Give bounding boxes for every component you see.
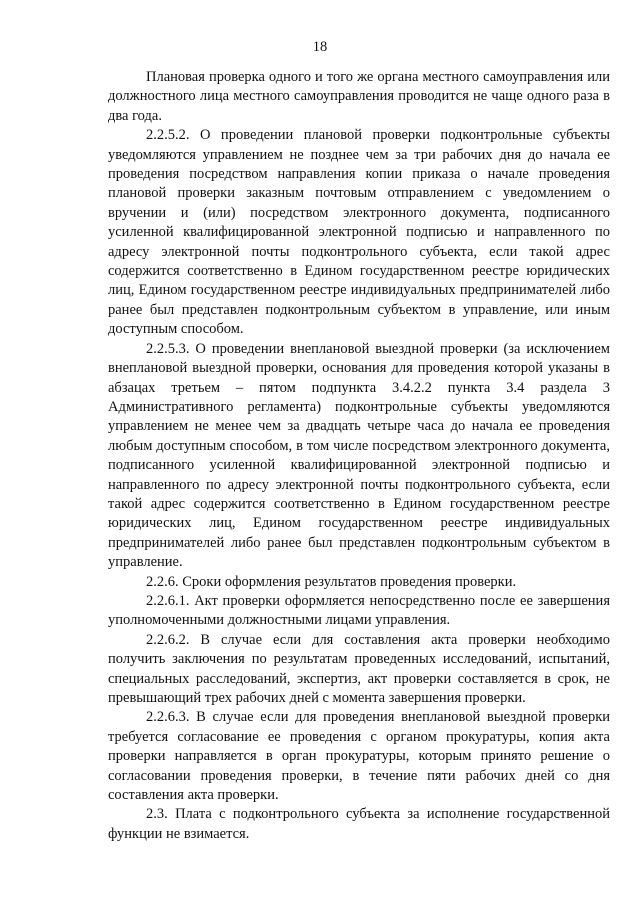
paragraph-inspection-frequency: Плановая проверка одного и того же органа местного самоуправления или должностного лица местного самоуправления проводится не чаще одного раза в два года. — [108, 69, 610, 124]
document-body — [108, 68, 610, 844]
paragraph-2-2-6: 2.2.6. Сроки оформления результатов проведения проверки. — [146, 573, 517, 590]
paragraph-2-2-6-2: 2.2.6.2. В случае если для составления акта проверки необходимо получить заключения по результатам проведенных исследований, испытаний, специальных расследований, экспертиз, акт проверки составляется в срок, не превышающий трех рабочих дней с момента завершения проверки. — [108, 631, 610, 706]
paragraph-2-2-6-1: 2.2.6.1. Акт проверки оформляется непосредственно после ее завершения уполномоченными должностными лицами управления. — [108, 592, 610, 629]
paragraph-2-2-5-3: 2.2.5.3. О проведении внеплановой выездной проверки (за исключением внеплановой выездной проверки, основания для проведения которой указаны в абзацах третьем – пятом подпункта 3.4.2.2 пункта 3.4 раздела 3 Административного регламента) подконтрольные субъекты уведомляются управлением не менее чем за двадцать четыре часа до начала ее проведения любым доступным способом, в том числе посредством электронного документа, подписанного усиленной квалифицированной электронной подписью и направленного по адресу электронной почты подконтрольного субъекта, если такой адрес содержится соответственно в Едином государственном реестре юридических лиц, Едином государственном реестре индивидуальных предпринимателей либо ранее был представлен подконтрольным субъектом в управление. — [108, 340, 610, 571]
paragraph-2-3: 2.3. Плата с подконтрольного субъекта за исполнение государственной функции не взимается. — [108, 806, 610, 842]
paragraph-2-2-5-2: 2.2.5.2. О проведении плановой проверки подконтрольные субъекты уведомляются управлением не позднее чем за три рабочих дня до начала ее проведения посредством направления копии приказа о начале проведения плановой проверки заказным почтовым отправлением с уведомлением о вручении и (или) посредством электронного документа, подписанного усиленной квалифицированной электронной подписью и направленного по адресу электронной почты подконтрольного субъекта, если такой адрес содержится соответственно в Едином государственном реестре юридических лиц, Едином государственном реестре индивидуальных предпринимателей либо ранее был представлен подконтрольным субъектом в управление, или иным доступным способом. — [108, 127, 610, 338]
page-number: 18 — [312, 39, 328, 55]
paragraph-2-2-6-3: 2.2.6.3. В случае если для проведения внеплановой выездной проверки требуется согласование ее проведения с органом прокуратуры, копия акта проверки направляется в орган прокуратуры, которым принято решение о согласовании проведения проверки, в течение пяти рабочих дней со дня составления акта проверки. — [108, 709, 610, 804]
